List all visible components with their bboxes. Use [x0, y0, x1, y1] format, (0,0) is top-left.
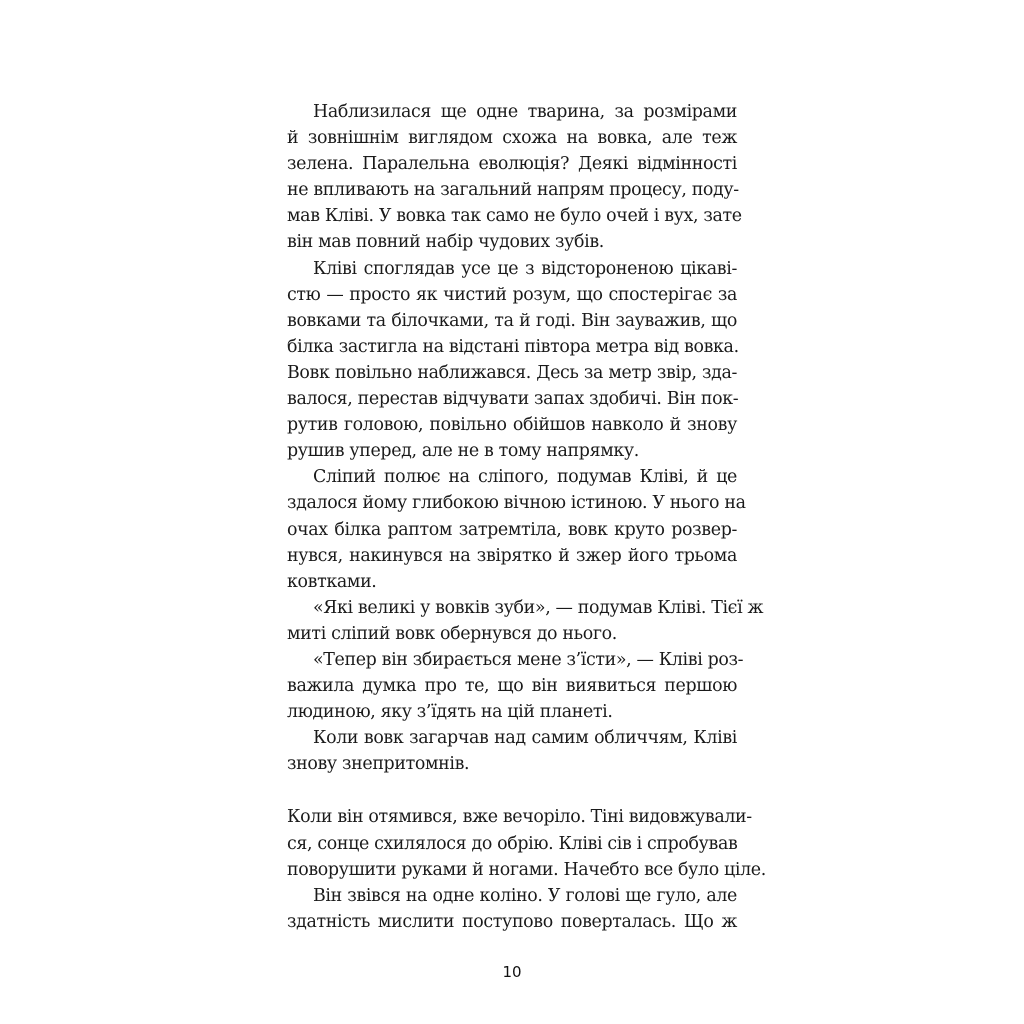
text-line: зелена. Паралельна еволюція? Деякі відмінності	[287, 154, 737, 175]
text-line: важила думка про те, що він виявиться першою	[287, 676, 737, 697]
section-break	[287, 777, 737, 804]
text-line: нувся, накинувся на звірятко й зжер його трьома	[287, 545, 737, 566]
paragraph-5	[287, 647, 744, 725]
text-line: поворушити руками й ногами. Начебто все було ціле.	[287, 859, 766, 880]
paragraph-2	[287, 256, 737, 465]
text-line: Кліві споглядав усе це з відстороненою цікаві-	[313, 258, 737, 279]
text-line: ковтками.	[287, 571, 377, 592]
paragraph-6	[287, 725, 737, 777]
text-line: мав Кліві. У вовка так само не було очей і вух, зате	[287, 206, 742, 227]
text-line: білка застигла на відстані півтора метра від вовка.	[287, 336, 739, 357]
text-line: Він звівся на одне коліно. У голові ще гуло, але	[313, 885, 737, 906]
paragraph-7	[287, 804, 766, 882]
text-line: Вовк повільно наближався. Десь за метр звір, зда-	[287, 362, 737, 383]
text-line: знову знепритомнів.	[287, 754, 470, 775]
text-line: людиною, яку з’їдять на цій планеті.	[287, 702, 613, 723]
text-line: ся, сонце схилялося до обрію. Кліві сів і спробував	[287, 833, 738, 854]
text-line: валося, перестав відчувати запах здобичі. Він пок-	[287, 389, 739, 410]
text-line: «Які великі у вовків зуби», — подумав Кліві. Тієї ж	[313, 597, 764, 618]
page-body	[287, 99, 766, 935]
text-line: вовками та білочками, та й годі. Він зауважив, що	[287, 310, 737, 331]
text-line: очах білка раптом затремтіла, вовк круто розвер-	[287, 519, 737, 540]
text-line: миті сліпий вовк обернувся до нього.	[287, 623, 617, 644]
text-line: Коли вовк загарчав над самим обличчям, Кліві	[313, 728, 737, 749]
paragraph-4	[287, 595, 764, 647]
text-line: здалося йому глибокою вічною істиною. У нього на	[287, 493, 746, 514]
text-line: Сліпий полює на сліпого, подумав Кліві, й це	[313, 467, 737, 488]
text-line: він мав повний набір чудових зубів.	[287, 232, 604, 253]
text-line: Наблизилася ще одне тварина, за розмірами	[313, 102, 737, 122]
text-line: й зовнішнім виглядом схожа на вовка, але теж	[287, 128, 737, 149]
paragraph-3	[287, 464, 746, 594]
text-line: не впливають на загальний напрям процесу, поду-	[287, 180, 739, 201]
paragraph-8	[287, 883, 737, 935]
text-line: здатність мислити поступово поверталась. Що ж	[287, 911, 737, 932]
paragraph-1	[287, 99, 742, 256]
page-number: 10	[502, 963, 522, 981]
text-line: Коли він отямився, вже вечоріло. Тіні видовжували-	[287, 807, 752, 828]
text-line: рушив уперед, але не в тому напрямку.	[287, 441, 639, 462]
text-line: «Тепер він збирається мене з’їсти», — Кліві роз-	[313, 649, 744, 670]
text-line: рутив головою, повільно обійшов навколо й знову	[287, 415, 737, 436]
text-line: стю — просто як чистий розум, що спостерігає за	[287, 284, 737, 305]
